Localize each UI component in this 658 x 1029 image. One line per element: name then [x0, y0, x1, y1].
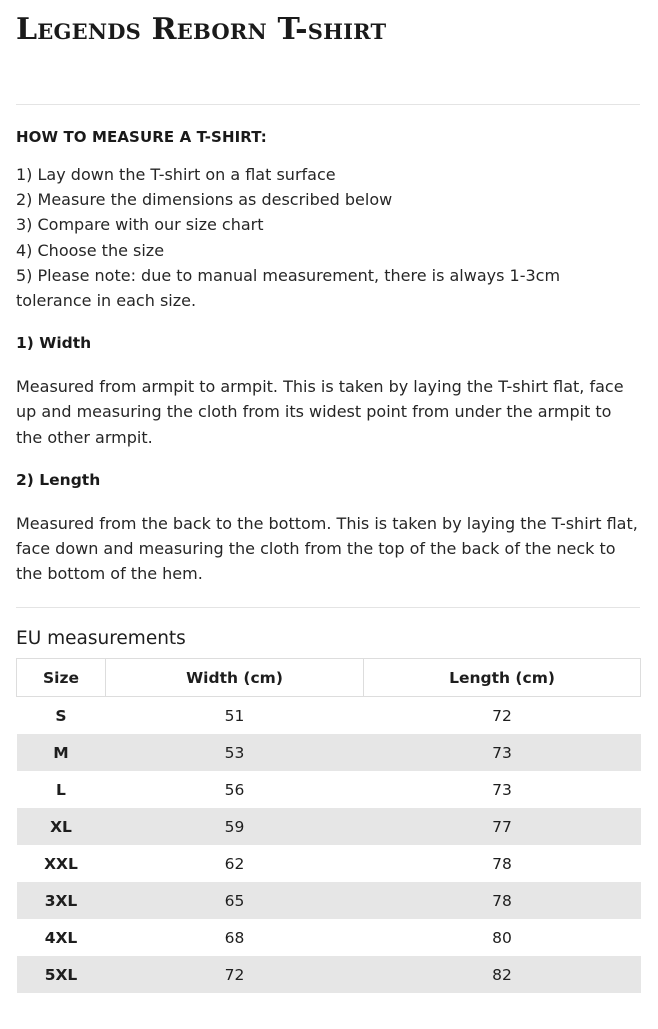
table-row — [17, 882, 641, 919]
width-cell: 56 — [106, 771, 364, 808]
howto-step: 5) Please note: due to manual measurement, there is always 1-3cm tolerance in each size. — [16, 265, 561, 311]
howto-heading: HOW TO MEASURE A T-SHIRT: — [16, 128, 267, 146]
size-cell: 4XL — [17, 919, 106, 956]
table-row — [17, 919, 641, 956]
divider — [16, 104, 640, 105]
size-cell: M — [17, 734, 106, 771]
size-cell: L — [17, 771, 106, 808]
width-heading: 1) Width — [16, 334, 92, 353]
length-description: Measured from the back to the bottom. This is taken by laying the T-shirt flat, face down and measuring the cloth from the top of the back of the neck to the bottom of the hem. — [16, 513, 638, 584]
length-cell: 82 — [364, 956, 641, 993]
width-description: Measured from armpit to armpit. This is taken by laying the T-shirt flat, face up and measuring the cloth from its widest point from under the armpit to the other armpit. — [16, 377, 624, 447]
length-cell: 73 — [364, 734, 641, 771]
table-row — [17, 956, 641, 993]
size-chart-table — [16, 658, 641, 993]
width-cell: 62 — [106, 845, 364, 882]
length-cell: 77 — [364, 808, 641, 845]
table-caption: EU measurements — [16, 628, 186, 650]
width-cell: 65 — [106, 882, 364, 919]
howto-step: 1) Lay down the T-shirt on a flat surface — [16, 165, 336, 184]
divider — [16, 607, 640, 608]
table-row — [17, 845, 641, 882]
length-cell: 78 — [364, 882, 641, 919]
column-header-width: Width (cm) — [106, 659, 364, 697]
howto-step: 3) Compare with our size chart — [16, 215, 264, 235]
size-cell: 3XL — [17, 882, 106, 919]
howto-step: 2) Measure the dimensions as described below — [16, 190, 393, 210]
product-size-guide — [16, 0, 640, 993]
size-cell: 5XL — [17, 956, 106, 993]
size-cell: XL — [17, 808, 106, 845]
width-cell: 53 — [106, 734, 364, 771]
page-title: Legends Reborn T-shirt — [16, 12, 387, 47]
width-cell: 68 — [106, 919, 364, 956]
table-row — [17, 808, 641, 845]
width-cell: 51 — [106, 697, 364, 735]
howto-step: 4) Choose the size — [16, 240, 165, 260]
table-row — [17, 734, 641, 771]
size-cell: S — [17, 697, 106, 735]
table-header-row — [17, 659, 641, 697]
length-cell: 72 — [364, 697, 641, 735]
column-header-length: Length (cm) — [364, 659, 641, 697]
table-row — [17, 697, 641, 735]
width-cell: 72 — [106, 956, 364, 993]
length-cell: 73 — [364, 771, 641, 808]
table-row — [17, 771, 641, 808]
length-cell: 80 — [364, 919, 641, 956]
width-cell: 59 — [106, 808, 364, 845]
length-cell: 78 — [364, 845, 641, 882]
length-heading: 2) Length — [16, 470, 101, 489]
size-cell: XXL — [17, 845, 106, 882]
howto-steps — [16, 162, 640, 313]
column-header-size: Size — [17, 659, 106, 697]
